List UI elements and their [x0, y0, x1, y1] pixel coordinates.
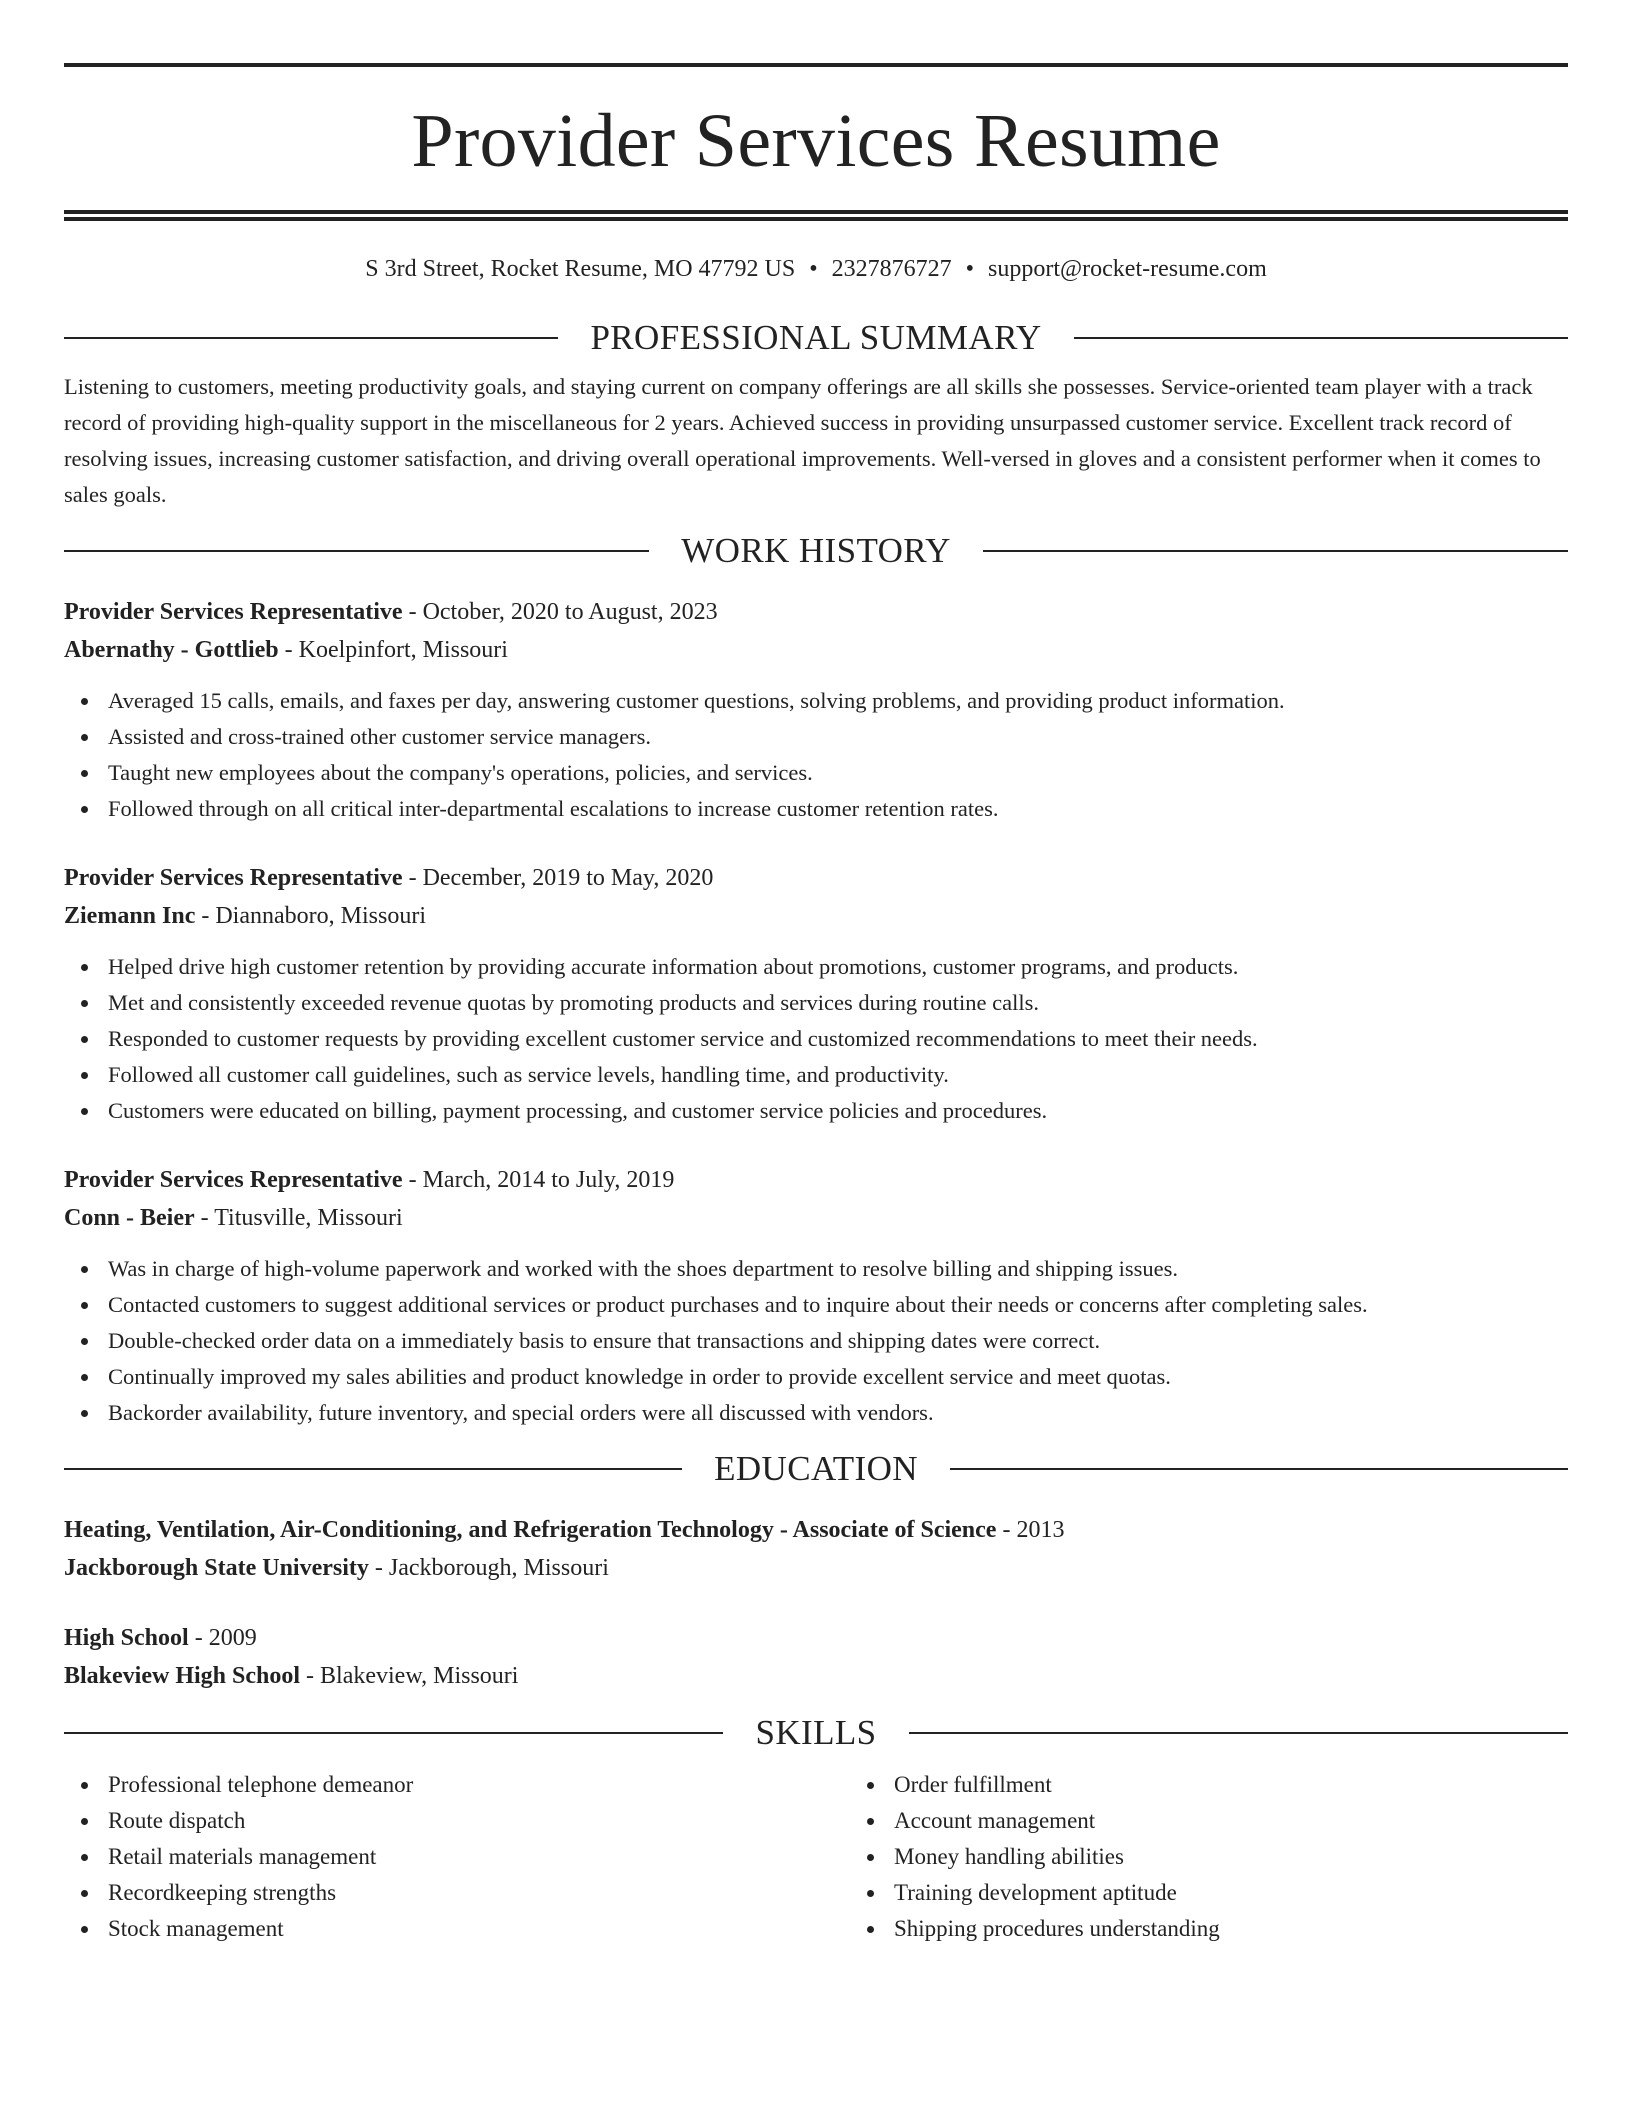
contact-separator: • [965, 256, 975, 282]
skills-list-left [64, 1767, 850, 1947]
degree: Heating, Ventilation, Air-Conditioning, and Refrigeration Technology - Associate of Science [64, 1517, 997, 1543]
graduation-year: - 2013 [996, 1517, 1065, 1543]
section-title: SKILLS [755, 1713, 877, 1752]
section-header-skills [64, 1713, 1568, 1753]
skill-item: Order fulfillment [894, 1767, 1568, 1803]
graduation-year: - 2009 [188, 1625, 257, 1651]
section-title: EDUCATION [714, 1449, 918, 1488]
skill-item: Route dispatch [108, 1803, 850, 1839]
job-entry [64, 859, 1568, 1129]
degree-line [64, 1619, 1568, 1657]
job-dates: - March, 2014 to July, 2019 [402, 1167, 675, 1193]
list-item: Was in charge of high-volume paperwork and worked with the shoes department to resolve billing and shipping issues. [108, 1251, 1568, 1287]
list-item: Helped drive high customer retention by providing accurate information about promotions, customer programs, and products. [108, 949, 1568, 985]
list-item: Double-checked order data on a immediately basis to ensure that transactions and shipping dates were correct. [108, 1323, 1568, 1359]
job-bullets [64, 949, 1568, 1129]
skill-item: Recordkeeping strengths [108, 1875, 850, 1911]
job-company-line [64, 1199, 1568, 1237]
contact-phone: 2327876727 [831, 256, 952, 282]
skill-item: Account management [894, 1803, 1568, 1839]
job-location: - Diannaboro, Missouri [195, 903, 426, 929]
school-location: - Jackborough, Missouri [368, 1555, 609, 1581]
list-item: Taught new employees about the company's operations, policies, and services. [108, 755, 1568, 791]
degree-line [64, 1511, 1568, 1549]
degree: High School [64, 1625, 189, 1651]
job-title-line [64, 1161, 1568, 1199]
divider-line [64, 1468, 682, 1470]
contact-separator: • [809, 256, 818, 282]
job-company: Conn - Beier [64, 1205, 195, 1231]
list-item: Followed through on all critical inter-departmental escalations to increase customer retention rates. [108, 791, 1568, 827]
school-line [64, 1657, 1568, 1695]
section-title: WORK HISTORY [681, 531, 951, 570]
skill-item: Shipping procedures understanding [894, 1911, 1568, 1947]
list-item: Customers were educated on billing, payment processing, and customer service policies and procedures. [108, 1093, 1568, 1129]
divider-line [1074, 337, 1568, 339]
school-location: - Blakeview, Missouri [300, 1663, 519, 1689]
education-entry [64, 1619, 1568, 1695]
divider-line [64, 550, 649, 552]
section-header-education [64, 1449, 1568, 1489]
resume-page [64, 0, 1568, 1947]
list-item: Averaged 15 calls, emails, and faxes per day, answering customer questions, solving problems, and providing product information. [108, 683, 1568, 719]
job-company: Ziemann Inc [64, 903, 196, 929]
list-item: Responded to customer requests by providing excellent customer service and customized recommendations to meet their needs. [108, 1021, 1568, 1057]
skill-item: Professional telephone demeanor [108, 1767, 850, 1803]
job-company: Abernathy - Gottlieb [64, 637, 279, 663]
list-item: Followed all customer call guidelines, such as service levels, handling time, and productivity. [108, 1057, 1568, 1093]
divider-line [909, 1732, 1568, 1734]
job-location: - Koelpinfort, Missouri [278, 637, 508, 663]
job-bullets [64, 1251, 1568, 1431]
contact-email[interactable]: support@rocket-resume.com [988, 256, 1267, 282]
list-item: Continually improved my sales abilities and product knowledge in order to provide excellent service and meet quotas. [108, 1359, 1568, 1395]
divider-line [983, 550, 1568, 552]
job-company-line [64, 631, 1568, 669]
divider-line [64, 1732, 723, 1734]
skills-columns [64, 1767, 1568, 1947]
school-name: Blakeview High School [64, 1663, 301, 1689]
job-title: Provider Services Representative [64, 1167, 403, 1193]
school-line [64, 1549, 1568, 1587]
section-title: PROFESSIONAL SUMMARY [590, 318, 1042, 357]
list-item: Contacted customers to suggest additional services or product purchases and to inquire about their needs or concerns after completing sales. [108, 1287, 1568, 1323]
skills-list-right [850, 1767, 1568, 1947]
job-company-line [64, 897, 1568, 935]
skill-item: Training development aptitude [894, 1875, 1568, 1911]
contact-address: S 3rd Street, Rocket Resume, MO 47792 US [365, 256, 796, 282]
skill-item: Stock management [108, 1911, 850, 1947]
divider-line [64, 337, 558, 339]
school-name: Jackborough State University [64, 1555, 369, 1581]
title-double-rule [64, 210, 1568, 221]
job-title: Provider Services Representative [64, 865, 403, 891]
list-item: Assisted and cross-trained other customer service managers. [108, 719, 1568, 755]
list-item: Met and consistently exceeded revenue quotas by promoting products and services during routine calls. [108, 985, 1568, 1021]
divider-line [950, 1468, 1568, 1470]
list-item: Backorder availability, future inventory, and special orders were all discussed with vendors. [108, 1395, 1568, 1431]
job-entry [64, 593, 1568, 827]
contact-line [64, 254, 1568, 284]
job-bullets [64, 683, 1568, 827]
section-header-work-history [64, 531, 1568, 571]
job-title: Provider Services Representative [64, 599, 403, 625]
job-dates: - December, 2019 to May, 2020 [402, 865, 714, 891]
job-location: - Titusville, Missouri [194, 1205, 403, 1231]
resume-title: Provider Services Resume [411, 99, 1221, 183]
job-title-line [64, 593, 1568, 631]
summary-text: Listening to customers, meeting productivity goals, and staying current on company offerings are all skills she possesses. Service-oriented team player with a track record of providing high-quality support in the miscellaneous for 2 years. Achieved success in providing unsurpassed customer service. Excellent track record of resolving issues, increasing customer satisfaction, and driving overall operational improvements. Well-versed in gloves and a consistent performer when it comes to sales goals. [64, 374, 1541, 507]
section-header-summary [64, 318, 1568, 358]
job-entry [64, 1161, 1568, 1431]
education-entry [64, 1511, 1568, 1587]
skill-item: Money handling abilities [894, 1839, 1568, 1875]
top-rule [64, 63, 1568, 67]
job-title-line [64, 859, 1568, 897]
skill-item: Retail materials management [108, 1839, 850, 1875]
job-dates: - October, 2020 to August, 2023 [402, 599, 718, 625]
